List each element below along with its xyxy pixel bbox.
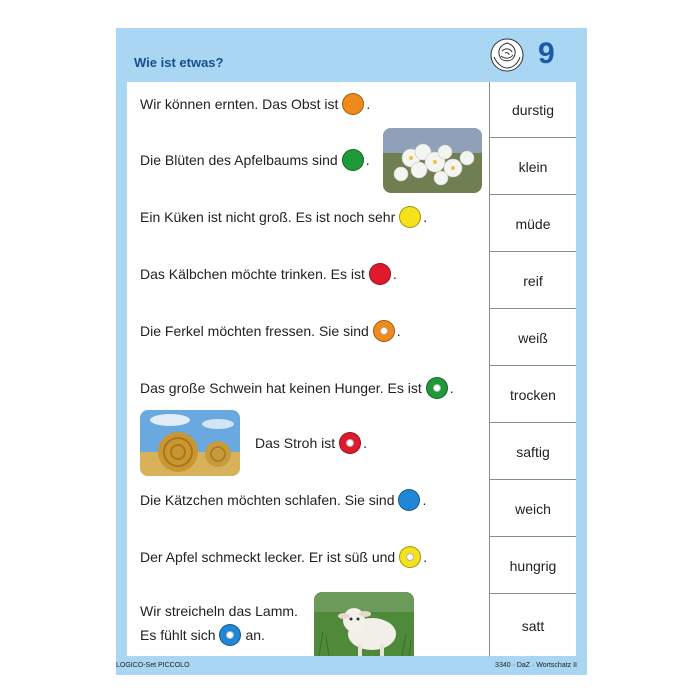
sentence-end: . xyxy=(422,492,427,508)
sentence-text: Das Stroh ist xyxy=(255,435,336,451)
sentence-end: . xyxy=(366,96,371,112)
footer-right: 3340 · DaZ · Wortschatz II xyxy=(495,662,577,669)
sentence-text: Die Blüten des Apfelbaums sind xyxy=(140,152,338,168)
sentence-end: . xyxy=(423,549,428,565)
word-tile: saftig xyxy=(490,424,576,480)
sentence-text: Die Kätzchen möchten schlafen. Sie sind xyxy=(140,492,395,508)
sentence-row xyxy=(140,93,370,115)
apple-blossom-photo xyxy=(383,128,482,193)
word-tile: weiß xyxy=(490,310,576,366)
sentence-text: Wir können ernten. Das Obst ist xyxy=(140,96,339,112)
rose-icon xyxy=(488,37,526,73)
sentence-end: . xyxy=(392,266,397,282)
word-tile: reif xyxy=(490,253,576,309)
sentence-end: an. xyxy=(245,627,265,643)
green-ring-dot-icon xyxy=(426,377,448,399)
sentence-text: Der Apfel schmeckt lecker. Er ist süß und xyxy=(140,549,396,565)
word-tile: satt xyxy=(521,617,545,634)
sentence-row xyxy=(140,263,397,285)
sentence-end: . xyxy=(449,380,454,396)
sentence-row xyxy=(140,320,401,342)
red-dot-icon xyxy=(369,263,391,285)
yellow-ring-dot-icon xyxy=(399,546,421,568)
sentence-end: . xyxy=(396,323,401,339)
word-tile: müde xyxy=(490,196,576,252)
sentence-end: . xyxy=(363,435,368,451)
exercise-card xyxy=(116,28,587,675)
hay-bales-photo xyxy=(140,410,240,476)
green-dot-icon xyxy=(342,149,364,171)
sentence-row xyxy=(140,624,265,646)
exercise-number: 9 xyxy=(538,37,555,70)
sentence-text: Es fühlt sich xyxy=(140,627,216,643)
word-column xyxy=(489,82,576,656)
blue-ring-dot-icon xyxy=(219,624,241,646)
sentence-text: Das Kälbchen möchte trinken. Es ist xyxy=(140,266,365,282)
sentence-text: Das große Schwein hat keinen Hunger. Es ist xyxy=(140,380,422,396)
sentence-text: Ein Küken ist nicht groß. Es ist noch sehr xyxy=(140,209,396,225)
sentence-row xyxy=(140,489,426,511)
sentence-row xyxy=(140,377,454,399)
yellow-dot-icon xyxy=(399,206,421,228)
sentence-row xyxy=(140,546,427,568)
orange-dot-icon xyxy=(342,93,364,115)
word-tile: durstig xyxy=(490,82,576,138)
word-tile: klein xyxy=(490,139,576,195)
sentence-row xyxy=(140,149,370,171)
word-tile: hungrig xyxy=(490,538,576,594)
sentence-end: . xyxy=(423,209,428,225)
lamb-photo xyxy=(314,592,414,656)
word-tile: weich xyxy=(490,481,576,537)
sentence-panel xyxy=(127,82,489,656)
sentence-text: Wir streicheln das Lamm. xyxy=(140,603,298,619)
exercise-title: Wie ist etwas? xyxy=(134,55,224,70)
sentence-row xyxy=(140,206,427,228)
sentence-row-line1 xyxy=(140,603,298,619)
blue-dot-icon xyxy=(398,489,420,511)
footer-left: LOGICO-Set PICCOLO xyxy=(116,662,190,669)
orange-ring-dot-icon xyxy=(373,320,395,342)
sentence-end: . xyxy=(365,152,370,168)
sentence-text: Die Ferkel möchten fressen. Sie sind xyxy=(140,323,369,339)
word-tile: trocken xyxy=(490,367,576,423)
sentence-row xyxy=(255,432,367,454)
red-ring-dot-icon xyxy=(339,432,361,454)
